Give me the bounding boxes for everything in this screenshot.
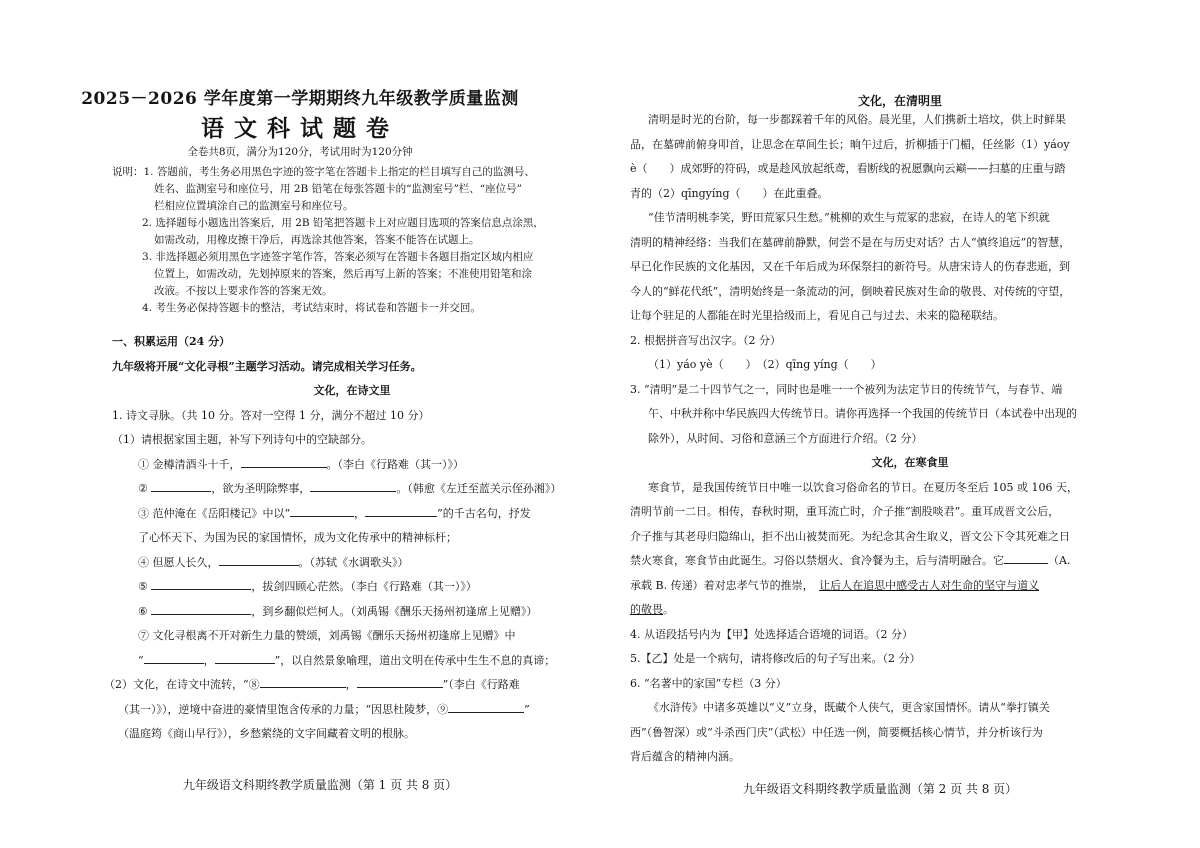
- item-text: ，拔剑四顾心茫然。（李白《行路难（其一）》）: [251, 580, 477, 593]
- poem-item-2: [112, 477, 592, 502]
- instruction-line: 3. 非选择题必须用黑色字迹签字笔作答，答案必须写在答题卡各题目指定区域内相应: [142, 251, 534, 263]
- item-text: ，: [203, 653, 215, 667]
- item-text: （A.: [1048, 554, 1071, 567]
- item-text: 。（李白《行路难（其一）》）: [326, 457, 464, 471]
- question-4: 4. 从语段括号内为【甲】处选择适合语境的词语。（2 分）: [630, 627, 913, 641]
- section-heading: 一、积累运用（24 分）: [112, 335, 231, 348]
- question-5: 5.【乙】处是一个病句，请将修改后的句子写出来。（2 分）: [630, 652, 921, 665]
- page-footer: 九年级语文科期终教学质量监测（第 2 页 共 8 页）: [742, 782, 1018, 796]
- question-1-2-cont: [112, 698, 592, 723]
- passage-line: 西”（鲁智深）或“斗杀西门庆”（武松）中任选一例，简要概括核心情节，并分析该行为: [630, 725, 1043, 739]
- answer-blank[interactable]: [151, 479, 211, 492]
- exam-title: 2025－2026 学年度第一学期期终九年级教学质量监测: [81, 89, 519, 109]
- exam-meta: 全卷共8页，满分为120分，考试用时为120分钟: [187, 146, 413, 158]
- item-text: ”（李白《行路难: [442, 678, 520, 691]
- instruction-line: 姓名、监测室号和座位号，用 2B 铅笔在每张答题卡的“监测室号”栏、“座位号”: [154, 183, 523, 195]
- underlined-sentence: 的敬畏: [630, 603, 663, 616]
- instruction-line: 说明：1. 答题前，考生务必用黑色字迹的签字笔在答题卡上指定的栏目填写自己的监测号、: [112, 166, 535, 178]
- answer-blank[interactable]: [219, 553, 299, 566]
- item-text: 。: [663, 603, 674, 616]
- task-description: 九年级将开展“文化寻根”主题学习活动。请完成相关学习任务。: [112, 359, 422, 373]
- passage-line: 清明的精神经络：当我们在墓碑前静默，何尝不是在与历史对话？古人“慎终追远”的智慧，: [630, 235, 1071, 249]
- sub-heading: 文化，在诗文里: [313, 384, 391, 397]
- instruction-line: 如需改动，用橡皮擦干净后，再选涂其他答案，答案不能答在试题上。: [154, 234, 480, 246]
- section-heading: 文化，在寒食里: [871, 456, 949, 469]
- poem-item-5: [112, 575, 592, 600]
- instruction-line: 2. 选择题每小题选出答案后，用 2B 铅笔把答题卡上对应题目选项的答案信息点涂黑，: [142, 217, 544, 229]
- right-content: [630, 108, 1190, 770]
- instructions: [112, 164, 582, 317]
- item-text: ④ 但愿人长久，: [138, 555, 219, 569]
- passage-line: 让每个驻足的人都能在时光里拾级而上，看见自己与过去、未来的隐秘联结。: [630, 309, 1004, 322]
- item-text: ，到乡翻似烂柯人。（刘禹锡《酬乐天扬州初逢席上见赠》）: [251, 604, 538, 618]
- item-text: ②: [138, 482, 152, 495]
- poem-item-6: [112, 600, 592, 625]
- answer-blank[interactable]: [151, 602, 251, 615]
- answer-blank[interactable]: [365, 504, 437, 517]
- item-text: ，: [354, 506, 366, 520]
- item-text: （2）文化，在诗文中流转，“⑧: [104, 678, 260, 691]
- exam-page-2: [600, 0, 1200, 848]
- poem-item-4: [112, 551, 592, 576]
- item-text: ① 金樽清酒斗十千，: [138, 457, 241, 471]
- answer-blank[interactable]: [448, 700, 524, 713]
- question-1-1: （1）请根据家国主题，补写下列诗句中的空缺部分。: [112, 433, 372, 446]
- answer-blank[interactable]: [241, 455, 327, 468]
- passage-line: 青的（2）qīngyíng（ ）在此重叠。: [630, 186, 829, 200]
- item-text: 承载 B. 传递）着对忠孝气节的推崇，: [630, 578, 809, 592]
- question-6: 6. “名著中的家国”专栏（3 分）: [630, 676, 787, 690]
- answer-blank[interactable]: [151, 577, 251, 590]
- underlined-sentence: 让后人在追思中感受古人对生命的坚守与道义: [819, 578, 1040, 592]
- answer-blank[interactable]: [310, 479, 396, 492]
- passage-line: 品，在墓碑前俯身叩首，让思念在草间生长；晌午过后，折柳插于门楣，任丝影（1）yáoy: [630, 137, 1070, 151]
- poem-item-1: [112, 453, 592, 478]
- question-1-2: （2）文化，在诗文中流转，“⑧ ， ”（李白《行路难: [104, 673, 592, 698]
- passage-line: [630, 598, 1190, 623]
- instruction-line: 位置上，如需改动，先划掉原来的答案，然后再写上新的答案；不准使用铅笔和涂: [154, 268, 532, 280]
- item-text: ”，以自然景象喻理，道出文明在传承中生生不息的真谛；: [274, 653, 556, 667]
- poem-item-7: ⑦ 文化寻根离不开对新生力量的赞颂，刘禹锡《酬乐天扬州初逢席上见赠》中: [138, 629, 516, 642]
- section-heading: 文化，在清明里: [857, 94, 942, 108]
- instruction-line: 栏相应位置填涂自己的监测室号和座位号。: [154, 200, 354, 212]
- passage-line: 早已化作民族的文化基因，又在千年后成为环保祭扫的新符号。从唐宋诗人的伤春悲逝，到: [630, 260, 1070, 273]
- section-1: [104, 330, 592, 747]
- passage-line: 寒食节，是我国传统节日中唯一以饮食习俗命名的节日。在夏历冬至后 105 或 106 天，: [648, 480, 1078, 494]
- question-3: 除外），从时间、习俗和意涵三个方面进行介绍。（2 分）: [648, 431, 923, 445]
- passage-line: [630, 574, 1190, 599]
- answer-blank[interactable]: [260, 675, 346, 688]
- item-text: 禁火寒食，寒食节由此诞生。习俗以禁烟火、食冷餐为主，后与清明融合。它: [630, 554, 1004, 567]
- instruction-line: 4. 考生务必保持答题卡的整洁，考试结束时，将试卷和答题卡一并交回。: [142, 302, 481, 314]
- item-text: （其一）》），逆境中奋进的豪情里饱含传承的力量；“因思杜陵梦，⑨: [118, 702, 449, 716]
- question-3: 午、中秋并称中华民族四大传统节日。请你再选择一个我国的传统节日（本试卷中出现的: [648, 407, 1077, 420]
- passage-line: 介子推与其老母归隐绵山，拒不出山被焚而死。为纪念其舍生取义，晋文公下令其死难之日: [630, 529, 1070, 543]
- question-1: 1. 诗文寻脉。（共 10 分。答对一空得 1 分，满分不超过 10 分）: [112, 408, 430, 422]
- passage-line: 《水浒传》中诸多英雄以“义”立身，既藏个人侠气，更含家国情怀。请从“拳打镇关: [648, 701, 1050, 714]
- passage-line: 清明是时光的台阶，每一步都踩着千年的风俗。晨光里，人们携新土培坟，供上时鲜果: [648, 113, 1066, 126]
- answer-blank[interactable]: [215, 651, 275, 664]
- passage-line: 背后蕴含的精神内涵。: [630, 750, 740, 763]
- item-text: ”: [524, 702, 530, 716]
- question-1-2-end: （温庭筠《商山早行》），乡愁萦绕的文字间藏着文明的根脉。: [118, 727, 415, 740]
- question-2-options: （1）yáo yè（ ） （2）qīng yíng（ ）: [648, 358, 882, 371]
- subject-title: 语文科试题卷: [201, 115, 399, 142]
- instruction-line: 改液。不按以上要求作答的答案无效。: [154, 285, 333, 297]
- question-3: 3. “清明”是二十四节气之一，同时也是唯一一个被列为法定节日的传统节气，与春节、端: [630, 382, 1063, 396]
- item-text: ，欲为圣明除弊事，: [211, 482, 311, 495]
- item-text: 。（苏轼《水调歌头》）: [298, 555, 409, 569]
- answer-blank[interactable]: [290, 504, 354, 517]
- item-text: “: [138, 653, 144, 667]
- answer-blank[interactable]: [357, 675, 443, 688]
- answer-blank[interactable]: [1004, 551, 1048, 564]
- item-text: ⑥: [138, 604, 152, 618]
- passage-line: 清明节前一二日。相传，春秋时期，重耳流亡时，介子推“割股啖君”。重耳成晋文公后，: [630, 505, 1060, 518]
- item-text: 。（韩愈《左迁至蓝关示侄孙湘》）: [396, 482, 562, 495]
- item-text: ”的千古名句，抒发: [437, 506, 531, 520]
- question-2: 2. 根据拼音写出汉字。（2 分）: [630, 333, 781, 347]
- poem-item-7-cont: [112, 649, 592, 674]
- item-text: ③ 范仲淹在《岳阳楼记》中以“: [138, 506, 291, 520]
- poem-item-3: [112, 502, 592, 527]
- passage-line: è（ ）成郊野的符码，或是趁风放起纸鸢，看断线的祝愿飘向云巅——扫墓的庄重与踏: [630, 162, 1066, 175]
- poem-item-3-cont: 了心怀天下、为国为民的家国情怀，成为文化传承中的精神标杆；: [138, 531, 457, 544]
- passage-line: 今人的“鲜花代纸”，清明始终是一条流动的河，倒映着民族对生命的敬畏、对传统的守望，: [630, 284, 1071, 298]
- page-footer: 九年级语文科期终教学质量监测（第 1 页 共 8 页）: [182, 778, 458, 792]
- item-text: ⑤: [138, 580, 152, 593]
- answer-blank[interactable]: [144, 651, 204, 664]
- passage-line: “佳节清明桃李笑，野田荒冢只生愁。”桃柳的欢生与荒冢的悲寂，在诗人的笔下织就: [648, 211, 1050, 224]
- passage-line: [630, 549, 1190, 574]
